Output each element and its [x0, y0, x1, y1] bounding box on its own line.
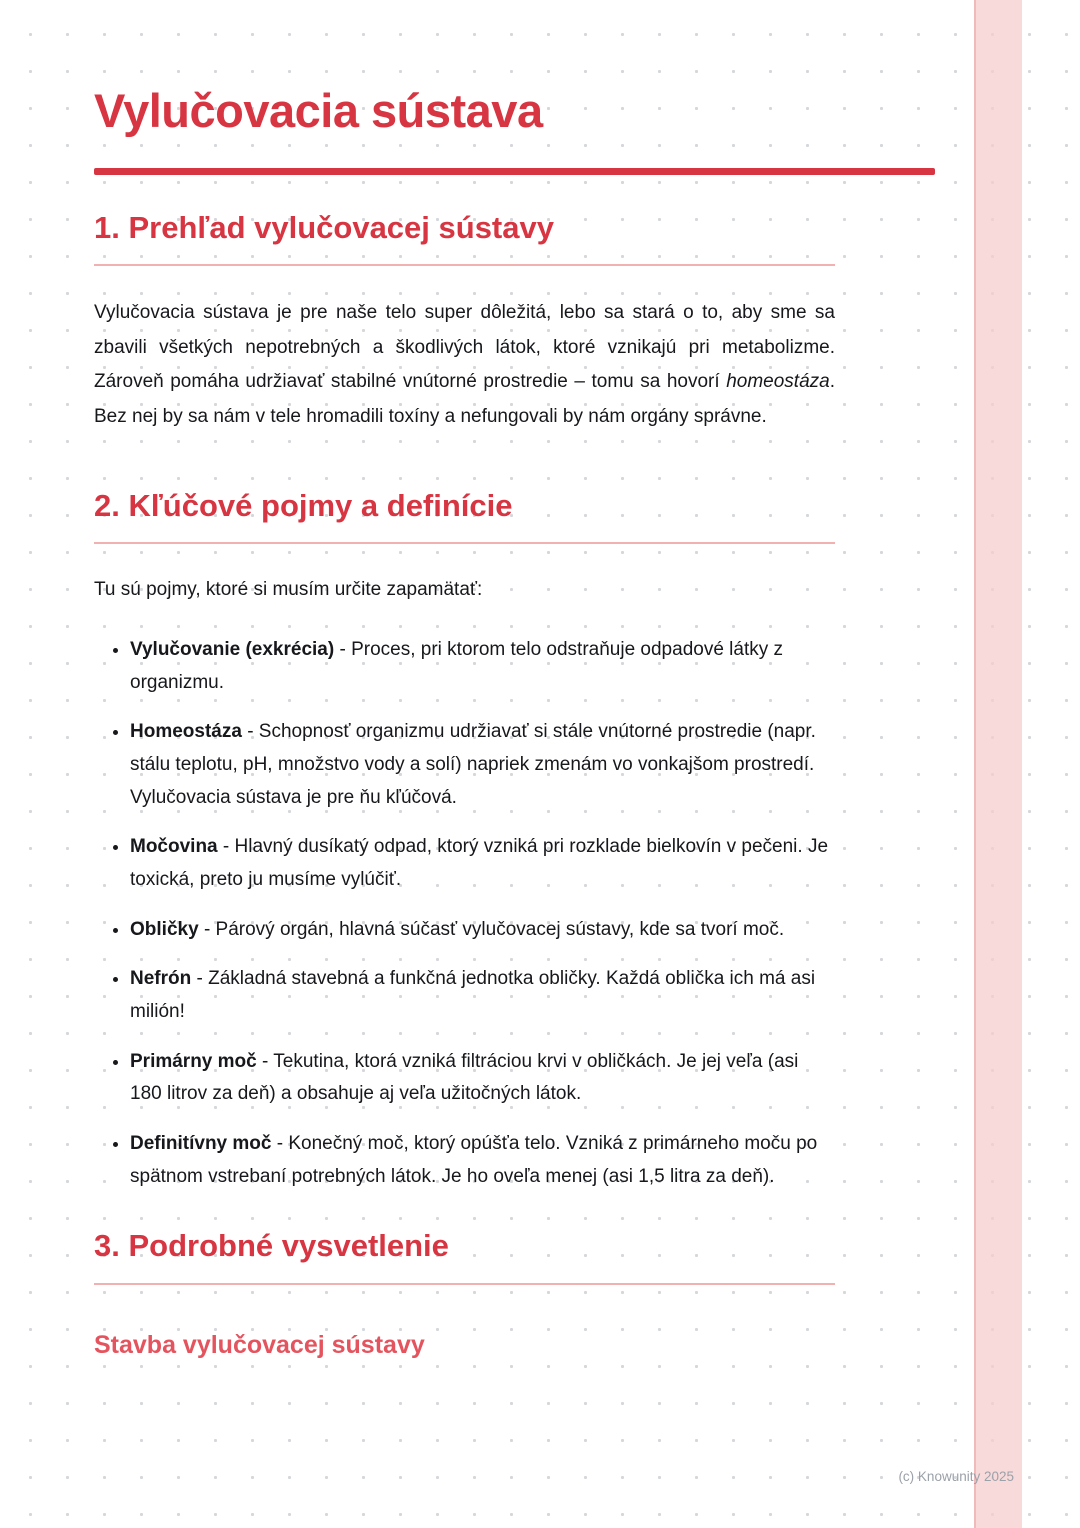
italic-term: homeostáza — [726, 371, 830, 393]
term-definition: - Základná stavebná a funkčná jednotka obličky. Každá oblička ich má asi milión! — [130, 968, 816, 1023]
term-name: Nefrón — [130, 968, 192, 990]
section-2-heading: 2. Kľúčové pojmy a definície — [94, 487, 835, 544]
term-name: Definitívny moč — [130, 1133, 272, 1155]
term-definition: - Tekutina, ktorá vzniká filtráciou krvi v obličkách. Je jej veľa (asi 180 litrov za deň) a obsahuje aj veľa užitočných látok. — [130, 1050, 799, 1105]
term-definition: - Proces, pri ktorom telo odstraňuje odpadové látky z organizmu. — [130, 639, 784, 693]
term-definition: - Hlavný dusíkatý odpad, ktorý vzniká pri rozklade bielkovín v pečeni. Je toxická, preto ju musíme vylúčiť. — [130, 836, 829, 891]
term-name: Obličky — [130, 918, 199, 940]
term-name: Homeostáza — [130, 721, 242, 743]
term-list-item — [130, 634, 835, 699]
term-list-item — [130, 1046, 835, 1111]
term-list-item — [130, 716, 835, 814]
term-name: Vylučovanie (exkrécia) — [130, 639, 335, 661]
paragraph-text: . Bez nej by sa nám v tele hromadili toxíny a nefungovali by nám orgány správne. — [94, 371, 835, 427]
term-name: Primárny moč — [130, 1050, 257, 1072]
section-3-subheading: Stavba vylučovacej sústavy — [94, 1330, 425, 1359]
copyright-credit: (c) Knowunity 2025 — [898, 1469, 1014, 1484]
term-name: Močovina — [130, 836, 218, 858]
term-list-item — [130, 1128, 835, 1193]
section-3-heading: 3. Podrobné vysvetlenie — [94, 1227, 835, 1284]
term-definition: - Schopnosť organizmu udržiavať si stále vnútorné prostredie (napr. stálu teplotu, pH, množstvo vody a solí) napriek zmenám vo vonkajšom prostredí. Vylučovacia sústava je pre ňu kľúčová. — [130, 721, 816, 808]
term-definition: - Konečný moč, ktorý opúšťa telo. Vzniká z primárneho moču po spätnom vstrebaní potrebných látok. Je ho oveľa menej (asi 1,5 litra za deň). — [130, 1133, 818, 1187]
right-margin-stripe — [974, 0, 1022, 1528]
section-1-paragraph — [94, 296, 835, 434]
term-list-item — [130, 963, 835, 1028]
document-content — [94, 84, 835, 1360]
title-divider — [94, 168, 935, 175]
term-list-item — [130, 831, 835, 896]
terms-intro: Tu sú pojmy, ktoré si musím určite zapamätať: — [94, 578, 483, 600]
paragraph-text: Vylučovacia sústava je pre naše telo super dôležitá, lebo sa stará o to, aby sme sa zbavili všetkých nepotrebných a škodlivých látok, ktoré vznikajú pri metabolizme. Zároveň pomáha udržiavať stabilné vnútorné prostredie – tomu sa hovorí — [94, 302, 835, 393]
page-title: Vylučovacia sústava — [94, 84, 543, 137]
section-1-heading: 1. Prehľad vylučovacej sústavy — [94, 209, 835, 266]
term-list-item — [130, 914, 835, 947]
term-definition: - Párový orgán, hlavná súčasť vylučovacej sústavy, kde sa tvorí moč. — [203, 918, 785, 940]
terms-list — [94, 634, 835, 1193]
